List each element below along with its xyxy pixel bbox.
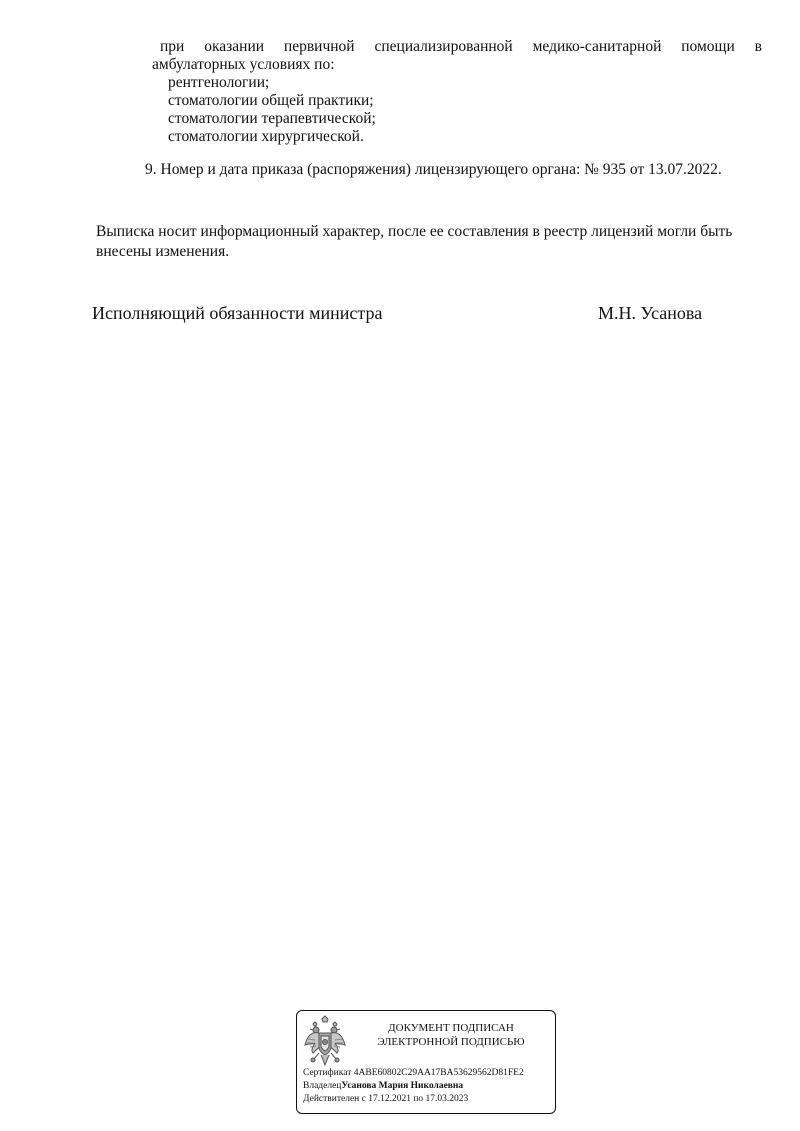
stamp-heading-line-1: ДОКУМЕНТ ПОДПИСАН — [388, 1022, 514, 1034]
service-item: стоматологии общей практики; — [168, 92, 374, 109]
information-note: Выписка носит информационный характер, после ее составления в реестр лицензий могли быть внесены изменения. — [96, 223, 733, 260]
coat-of-arms-icon — [303, 1015, 347, 1071]
license-item-9: 9. Номер и дата приказа (распоряжения) лицензирующего органа: № 935 от 13.07.2022. — [145, 161, 722, 178]
electronic-signature-stamp — [296, 1010, 556, 1114]
stamp-heading-line-2: ЭЛЕКТРОННОЙ ПОДПИСЬЮ — [377, 1036, 525, 1048]
stamp-details — [303, 1067, 556, 1106]
certificate-label: Сертификат — [303, 1068, 352, 1078]
certificate-value: 4ABE60802C29AA17BA53629562D81FE2 — [353, 1068, 524, 1078]
service-item: рентгенологии; — [168, 74, 270, 91]
certificate-row — [303, 1067, 556, 1080]
owner-value: Усанова Мария Николаевна — [341, 1081, 464, 1091]
owner-label: Владелец — [303, 1081, 342, 1091]
owner-row — [303, 1080, 556, 1093]
services-intro-line: при оказании первичной специализированной медико-санитарной помощи в — [160, 38, 762, 55]
signatory-position: Исполняющий обязанности министра — [92, 303, 383, 323]
service-item: стоматологии терапевтической; — [168, 110, 376, 127]
service-item: стоматологии хирургической. — [168, 128, 364, 145]
validity-row: Действителен с 17.12.2021 по 17.03.2023 — [303, 1094, 469, 1104]
services-intro-line-2: амбулаторных условиях по: — [152, 56, 335, 73]
stamp-heading — [353, 1021, 549, 1049]
services-list — [152, 74, 762, 146]
license-item-8-continuation — [152, 38, 762, 146]
signatory-name: М.Н. Усанова — [598, 303, 703, 323]
